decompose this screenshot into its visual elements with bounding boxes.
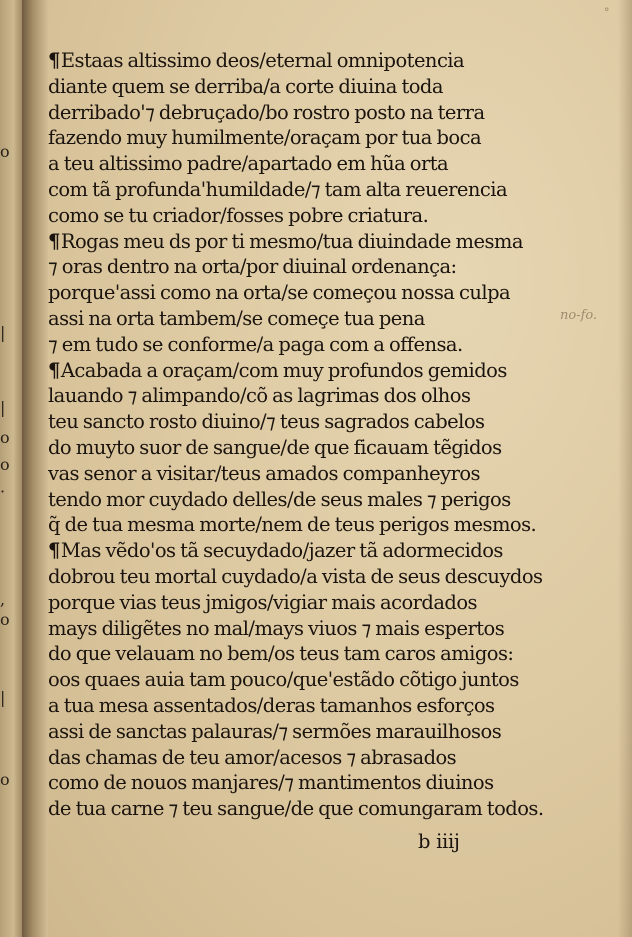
text-line [48,151,588,177]
line-text: dobrou teu mortal cuydado/a vista de seus descuydos [48,564,543,588]
facing-page-glyph: o [0,770,10,789]
text-line [48,177,588,203]
book-page [48,0,632,937]
line-text: teu sancto rosto diuino/⁊ teus sagrados cabelos [48,410,485,434]
facing-page-glyph: o [0,142,10,161]
line-text: de tua carne ⁊ teu sangue/de que comungaram todos. [48,797,544,821]
text-line [48,538,588,564]
text-line [48,125,588,151]
line-text: mays diligẽtes no mal/mays viuos ⁊ mais espertos [48,616,505,640]
corner-mark: ° [604,6,610,19]
line-text: assi na orta tambem/se começe tua pena [48,306,425,330]
text-line [48,693,588,719]
facing-page-glyph: · [0,482,6,501]
book-gutter [22,0,48,937]
line-text: do que velauam no bem/os teus tam caros amigos: [48,642,514,666]
text-line [48,564,588,590]
facing-page-glyph: | [0,398,6,417]
line-text: fazendo muy humilmente/oraçam por tua boca [48,126,482,150]
pilcrow-mark: ¶ [48,229,60,253]
facing-page-glyph: o [0,428,10,447]
pilcrow-mark: ¶ [48,49,60,72]
text-line [48,203,588,229]
line-text: do muyto suor de sangue/de que ficauam tẽgidos [48,435,502,459]
facing-page-glyph: , [0,590,6,609]
line-text: Acabada a oraçam/com muy profundos gemidos [60,358,507,382]
text-line [48,487,588,513]
facing-page-glyph: | [0,323,6,342]
text-line [48,745,588,771]
text-line [48,590,588,616]
text-line [48,409,588,435]
line-text: das chamas de teu amor/acesos ⁊ abrasados [48,745,457,769]
margin-note: no-fo. [560,308,598,323]
line-text: vas senor a visitar/teus amados companheyros [48,461,481,485]
facing-page-glyph: | [0,688,6,707]
text-line [48,796,588,822]
line-text: Mas vẽdo'os tã secuydado/jazer tã adormecidos [60,539,503,563]
line-text: tendo mor cuydado delles/de seus males ⁊ perigos [48,487,511,511]
text-line [48,74,588,100]
signature-mark: b iiij [418,830,460,853]
line-text: derribado'⁊ debruçado/bo rostro posto na terra [48,100,485,124]
text-line [48,383,588,409]
line-text: porque vias teus jmigos/vigiar mais acordados [48,590,477,614]
page-edge-shadow [618,0,632,937]
line-text: porque'assi como na orta/se começou nossa culpa [48,281,511,305]
text-line [48,254,588,280]
text-line [48,280,588,306]
text-line [48,435,588,461]
text-block [48,48,588,822]
text-line [48,641,588,667]
text-line [48,48,588,74]
pilcrow-mark: ¶ [48,358,60,382]
facing-page-edge [0,0,22,937]
text-line [48,461,588,487]
facing-page-glyph: o [0,455,10,474]
text-line [48,719,588,745]
line-text: oos quaes auia tam pouco/que'estãdo cõtigo juntos [48,668,519,692]
line-text: a tua mesa assentados/deras tamanhos esforços [48,693,495,717]
text-line [48,306,588,332]
text-line [48,229,588,255]
line-text: como de nouos manjares/⁊ mantimentos diuinos [48,771,494,795]
line-text: com tã profunda'humildade/⁊ tam alta reuerencia [48,177,508,201]
line-text: q̃ de tua mesma morte/nem de teus perigos mesmos. [48,513,537,537]
text-line [48,100,588,126]
line-text: Rogas meu ds por ti mesmo/tua diuindade mesma [60,229,523,253]
line-text: ⁊ oras dentro na orta/por diuinal ordenança: [48,255,457,279]
line-text: diante quem se derriba/a corte diuina toda [48,74,443,98]
text-line [48,770,588,796]
facing-page-glyph: o [0,610,10,629]
line-text: Estaas altissimo deos/eternal omnipotencia [60,49,465,72]
line-text: assi de sanctas palauras/⁊ sermões marauilhosos [48,719,502,743]
pilcrow-mark: ¶ [48,539,60,563]
line-text: como se tu criador/fosses pobre criatura. [48,203,429,227]
line-text: lauando ⁊ alimpando/cõ as lagrimas dos olhos [48,384,471,408]
line-text: ⁊ em tudo se conforme/a paga com a offensa. [48,332,463,356]
text-line [48,512,588,538]
line-text: a teu altissimo padre/apartado em hũa orta [48,152,449,176]
text-line [48,616,588,642]
text-line [48,667,588,693]
text-line [48,332,588,358]
text-line [48,358,588,384]
